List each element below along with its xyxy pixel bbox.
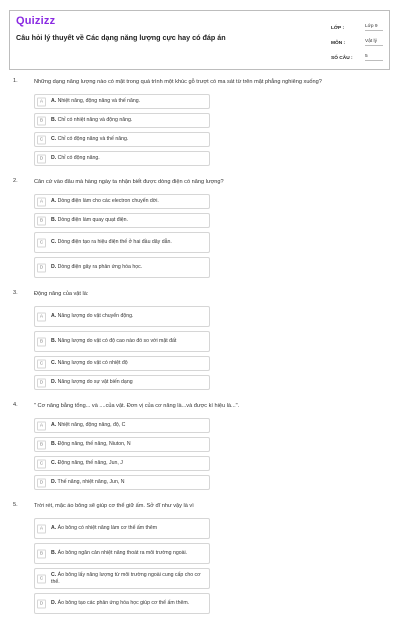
option-text [51, 217, 128, 224]
meta-row-grade [331, 16, 383, 31]
question-1 [0, 78, 400, 170]
option-label: Chỉ có động năng và thế năng. [57, 136, 129, 142]
option-text [51, 379, 133, 386]
meta-row-question-count [331, 46, 383, 61]
answer-option-b[interactable] [34, 543, 210, 564]
answer-option-b[interactable] [34, 113, 210, 128]
option-letter-badge: B [37, 337, 46, 346]
option-text [51, 525, 157, 532]
meta-value: 5 [365, 54, 383, 61]
option-letter-badge: B [37, 440, 46, 449]
question-number: 1. [13, 78, 18, 84]
quizizz-logo: Quizizz [16, 15, 56, 27]
option-letter-badge: D [37, 154, 46, 163]
answer-option-b[interactable] [34, 437, 210, 452]
option-text [51, 460, 123, 467]
option-label: Dòng điện làm quay quạt điện. [57, 217, 129, 223]
option-letter-badge: D [37, 478, 46, 487]
worksheet-meta [331, 16, 383, 61]
option-prefix: B. [51, 550, 57, 556]
option-prefix: D. [51, 264, 57, 270]
option-text [51, 360, 128, 367]
question-2 [0, 178, 400, 282]
option-prefix: D. [51, 155, 57, 161]
answer-option-a[interactable] [34, 418, 210, 433]
question-3 [0, 290, 400, 394]
option-text [51, 136, 128, 143]
option-label: Nhiệt năng, động năng và thế năng. [57, 98, 141, 104]
option-prefix: A. [51, 313, 57, 319]
option-label: Năng lượng do vật có độ cao nào đó so với mặt đất [57, 338, 177, 344]
meta-label: LỚP : [331, 26, 345, 31]
question-number: 2. [13, 178, 18, 184]
answer-option-d[interactable] [34, 257, 210, 278]
option-label: Thế năng, nhiệt năng, Jun, N [57, 479, 125, 485]
meta-row-subject [331, 31, 383, 46]
question-text: " Cơ năng bằng tổng... và ....của vật. Đơn vị của cơ năng là...và được kí hiệu là...". [34, 403, 240, 409]
option-letter-badge: D [37, 599, 46, 608]
option-text [51, 572, 205, 586]
question-number: 5. [13, 502, 18, 508]
answer-option-a[interactable] [34, 194, 210, 209]
question-list [0, 78, 400, 626]
answer-option-d[interactable] [34, 475, 210, 490]
option-label: Áo bông lấy năng lượng từ môi trường ngoài cung cấp cho cơ thể. [51, 571, 201, 585]
option-label: Động năng, thế năng, Jun, J [57, 460, 123, 466]
question-number: 4. [13, 402, 18, 408]
option-letter-badge: A [37, 197, 46, 206]
answer-option-c[interactable] [34, 132, 210, 147]
answer-option-a[interactable] [34, 94, 210, 109]
option-prefix: C. [51, 360, 57, 366]
option-prefix: A. [51, 98, 57, 104]
option-label: Dòng điện gây ra phản ứng hóa học. [57, 264, 143, 270]
option-text [51, 264, 142, 271]
option-prefix: C. [51, 239, 57, 245]
option-letter-badge: A [37, 524, 46, 533]
option-letter-badge: B [37, 549, 46, 558]
option-label: Áo bông có nhiệt năng làm cơ thể ấm thêm [57, 525, 158, 531]
option-text [51, 239, 172, 246]
option-letter-badge: D [37, 378, 46, 387]
answer-options [34, 194, 394, 282]
meta-label: MÔN : [331, 41, 346, 46]
option-letter-badge: A [37, 421, 46, 430]
option-letter-badge: D [37, 263, 46, 272]
worksheet-title: Câu hỏi lý thuyết về Các dạng năng lượng cực hay có đáp án [16, 33, 226, 42]
option-prefix: C. [51, 460, 57, 466]
answer-option-d[interactable] [34, 593, 210, 614]
answer-options [34, 306, 394, 394]
option-text [51, 479, 124, 486]
option-text [51, 422, 125, 429]
question-4 [0, 402, 400, 494]
option-prefix: D. [51, 479, 57, 485]
option-label: Áo bông ngăn cản nhiệt năng thoát ra môi trường ngoài. [57, 550, 188, 556]
option-letter-badge: B [37, 216, 46, 225]
option-label: Chỉ có nhiệt năng và động năng. [57, 117, 133, 123]
option-prefix: C. [51, 136, 57, 142]
worksheet-header [9, 10, 390, 70]
answer-options [34, 418, 394, 494]
option-label: Năng lượng do vật chuyển động. [57, 313, 134, 319]
option-text [51, 441, 131, 448]
option-text [51, 198, 159, 205]
question-text: Động năng của vật là: [34, 291, 89, 297]
answer-option-a[interactable] [34, 518, 210, 539]
meta-label: SỐ CÂU : [331, 56, 353, 61]
option-label: Năng lượng do sự vật biến dạng [57, 379, 133, 385]
option-label: Chỉ có động năng. [57, 155, 100, 161]
option-letter-badge: B [37, 116, 46, 125]
option-prefix: A. [51, 422, 57, 428]
option-text [51, 117, 132, 124]
option-text [51, 338, 176, 345]
option-prefix: D. [51, 379, 57, 385]
option-prefix: C. [51, 571, 57, 578]
option-label: Động năng, thế năng, Niuton, N [57, 441, 131, 447]
answer-option-c[interactable] [34, 456, 210, 471]
question-number: 3. [13, 290, 18, 296]
option-label: Năng lượng do vật có nhiệt độ [57, 360, 128, 366]
option-label: Áo bông tạo các phản ứng hóa học giúp cơ thể ấm thêm. [57, 600, 190, 606]
option-label: Dòng điện tạo ra hiệu điện thế ở hai đầu dây dẫn. [57, 239, 172, 245]
option-letter-badge: C [37, 135, 46, 144]
option-letter-badge: A [37, 97, 46, 106]
question-text: Căn cứ vào đâu mà hàng ngày ta nhận biết được dòng điện có năng lượng? [34, 179, 224, 185]
option-letter-badge: C [37, 359, 46, 368]
option-letter-badge: A [37, 312, 46, 321]
option-letter-badge: C [37, 574, 46, 583]
meta-value: Vật lý [365, 39, 383, 46]
answer-option-c[interactable] [34, 568, 210, 589]
option-prefix: B. [51, 217, 57, 223]
option-prefix: A. [51, 198, 57, 204]
answer-option-d[interactable] [34, 375, 210, 390]
option-prefix: A. [51, 525, 57, 531]
option-prefix: B. [51, 441, 57, 447]
option-letter-badge: C [37, 459, 46, 468]
option-text [51, 550, 187, 557]
answer-options [34, 94, 394, 170]
option-text [51, 155, 100, 162]
option-text [51, 600, 189, 607]
option-label: Nhiệt năng, động năng, độ, C [57, 422, 126, 428]
option-prefix: D. [51, 600, 57, 606]
option-prefix: B. [51, 338, 57, 344]
answer-option-b[interactable] [34, 331, 210, 352]
answer-option-c[interactable] [34, 232, 210, 253]
option-text [51, 313, 133, 320]
option-letter-badge: C [37, 238, 46, 247]
answer-option-a[interactable] [34, 306, 210, 327]
question-5 [0, 502, 400, 618]
option-prefix: B. [51, 117, 57, 123]
answer-option-d[interactable] [34, 151, 210, 166]
answer-option-c[interactable] [34, 356, 210, 371]
option-text [51, 98, 140, 105]
option-label: Dòng điện làm cho các electron chuyển dời. [57, 198, 159, 204]
question-text: Trời rét, mặc áo bông sẽ giúp cơ thể giữ ấm. Sở dĩ như vậy là vì [34, 503, 194, 509]
meta-value: Lớp 9 [365, 24, 383, 31]
answer-option-b[interactable] [34, 213, 210, 228]
answer-options [34, 518, 394, 618]
question-text: Những dạng năng lượng nào có mặt trong quá trình một khúc gỗ trượt có ma sát từ trên mặt phẳng nghiêng xuống? [34, 79, 322, 85]
